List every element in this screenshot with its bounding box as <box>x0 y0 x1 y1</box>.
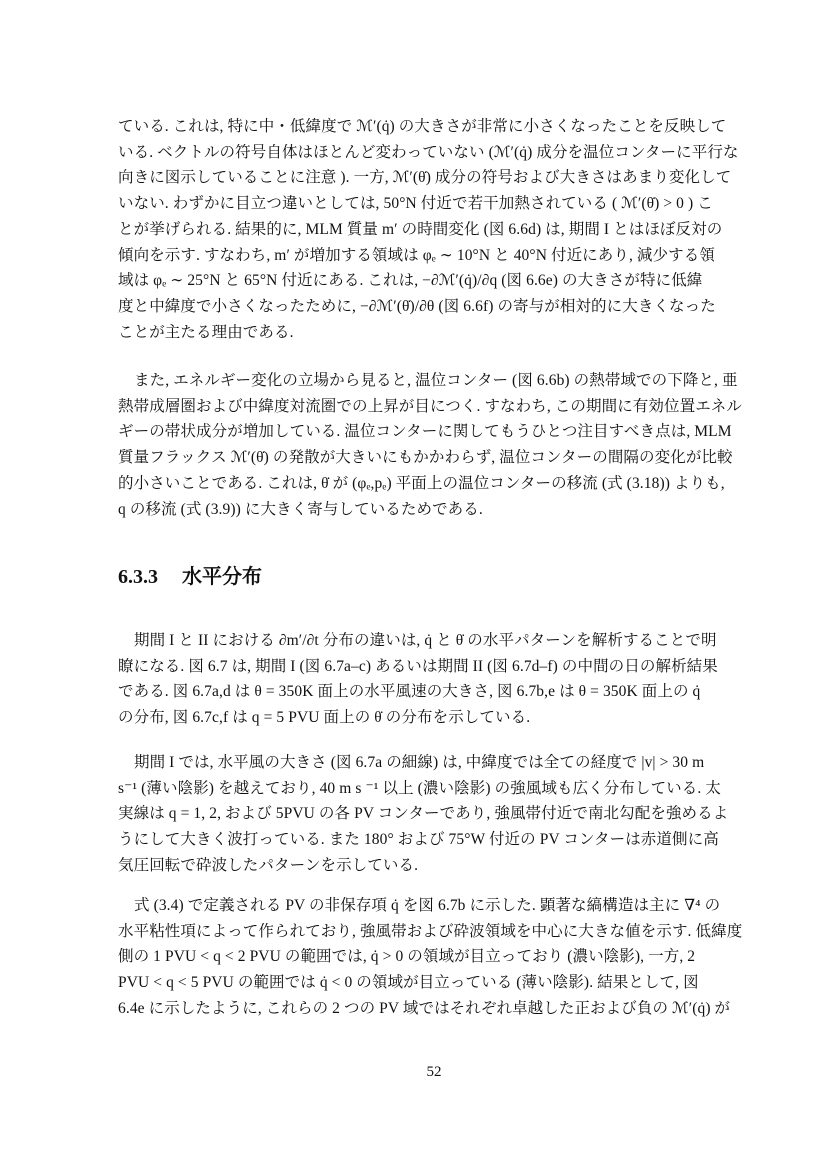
section-number: 6.3.3 <box>118 566 158 588</box>
paragraph-2 <box>118 368 758 522</box>
paragraph-5 <box>118 893 758 1022</box>
text-line: s⁻¹ (薄い陰影) を越えており, 40 m s ⁻¹ 以上 (濃い陰影) の強風域も広く分布している. 太 <box>118 779 721 797</box>
text-line: の分布, 図 6.7c,f は q = 5 PVU 面上の θ̇ の分布を示している. <box>118 709 531 727</box>
text-line: 的小さいことである. これは, θ̇ が (φₑ,pₑ) 平面上の温位コンターの移流 (式 (3.18)) よりも, <box>118 474 725 492</box>
text-line: 気圧回転で砕波したパターンを示している. <box>118 856 419 874</box>
section-heading <box>118 560 262 589</box>
text-line: ている. これは, 特に中・低緯度で ℳ′(q̇) の大きさが非常に小さくなったことを反映して <box>118 118 727 135</box>
text-line: 向きに図示していることに注意 ). 一方, ℳ′(θ̇) 成分の符号および大きさはあまり変化して <box>118 169 732 187</box>
text-line: である. 図 6.7a,d は θ = 350K 面上の水平風速の大きさ, 図 6.7b,e は θ = 350K 面上の q̇ <box>118 683 701 701</box>
text-line: ギーの帯状成分が増加している. 温位コンターに関してもうひとつ注目すべき点は, MLM <box>118 423 732 441</box>
text-line: PVU < q < 5 PVU の範囲では q̇ < 0 の領域が目立っている (薄い陰影). 結果として, 図 <box>118 974 699 992</box>
section-title: 水平分布 <box>182 566 262 588</box>
text-line: うにして大きく波打っている. また 180° および 75°W 付近の PV コンターは赤道側に高 <box>118 831 719 849</box>
text-line: ことが主たる理由である. <box>118 323 294 341</box>
text-line: 実線は q = 1, 2, および 5PVU の各 PV コンターであり, 強風帯付近で南北勾配を強めるよ <box>118 805 729 823</box>
text-line: 瞭になる. 図 6.7 は, 期間 I (図 6.7a–c) あるいは期間 II (図 6.7d–f) の中間の日の解析結果 <box>118 657 718 675</box>
text-line: 期間 I と II における ∂m′/∂t 分布の違いは, q̇ と θ̇ の水平パターンを解析することで明 <box>134 632 717 649</box>
text-line: 域は φₑ ∼ 25°N と 65°N 付近にある. これは, −∂ℳ′(q̇)/∂q (図 6.6e) の大きさが特に低緯 <box>118 272 703 290</box>
text-line: 質量フラックス ℳ′(θ̇) の発散が大きいにもかかわらず, 温位コンターの間隔の変化が比較 <box>118 449 733 467</box>
paragraph-3 <box>118 628 758 731</box>
paragraph-4 <box>118 750 758 879</box>
page-number: 52 <box>426 1064 442 1080</box>
paragraph-1 <box>118 114 758 345</box>
text-line: 式 (3.4) で定義される PV の非保存項 q̇ を図 6.7b に示した. 顕著な縞構造は主に ∇⁴ の <box>134 897 721 914</box>
text-line: いる. ベクトルの符号自体はほとんど変わっていない (ℳ′(q̇) 成分を温位コンターに平行な <box>118 143 739 161</box>
text-line: 水平粘性項によって作られており, 強風帯および砕波領域を中心に大きな値を示す. 低緯度 <box>118 922 743 940</box>
text-line: いない. わずかに目立つ違いとしては, 50°N 付近で若干加熱されている ( ℳ′(θ̇) > 0 ) こ <box>118 195 713 213</box>
text-line: 度と中緯度で小さくなったために, −∂ℳ′(θ̇)/∂θ (図 6.6f) の寄与が相対的に大きくなった <box>118 297 716 315</box>
text-line: とが挙げられる. 結果的に, MLM 質量 m′ の時間変化 (図 6.6d) は, 期間 I とはほぼ反対の <box>118 220 723 238</box>
text-line: 側の 1 PVU < q < 2 PVU の範囲では, q̇ > 0 の領域が目立っており (濃い陰影), 一方, 2 <box>118 948 696 966</box>
text-line: 6.4e に示したように, これらの 2 つの PV 域ではそれぞれ卓越した正および負の ℳ′(q̇) が <box>118 999 731 1017</box>
text-line: 熱帯成層圏および中緯度対流圏での上昇が目につく. すなわち, この期間に有効位置エネル <box>118 397 742 415</box>
text-line: 期間 I では, 水平風の大きさ (図 6.7a の細線) は, 中緯度では全ての経度で |v| > 30 m <box>134 754 705 771</box>
text-line: q の移流 (式 (3.9)) に大きく寄与しているためである. <box>118 500 483 518</box>
text-line: また, エネルギー変化の立場から見ると, 温位コンター (図 6.6b) の熱帯域での下降と, 亜 <box>134 372 738 389</box>
text-line: 傾向を示す. すなわち, m′ が増加する領域は φₑ ∼ 10°N と 40°N 付近にあり, 減少する領 <box>118 246 715 264</box>
